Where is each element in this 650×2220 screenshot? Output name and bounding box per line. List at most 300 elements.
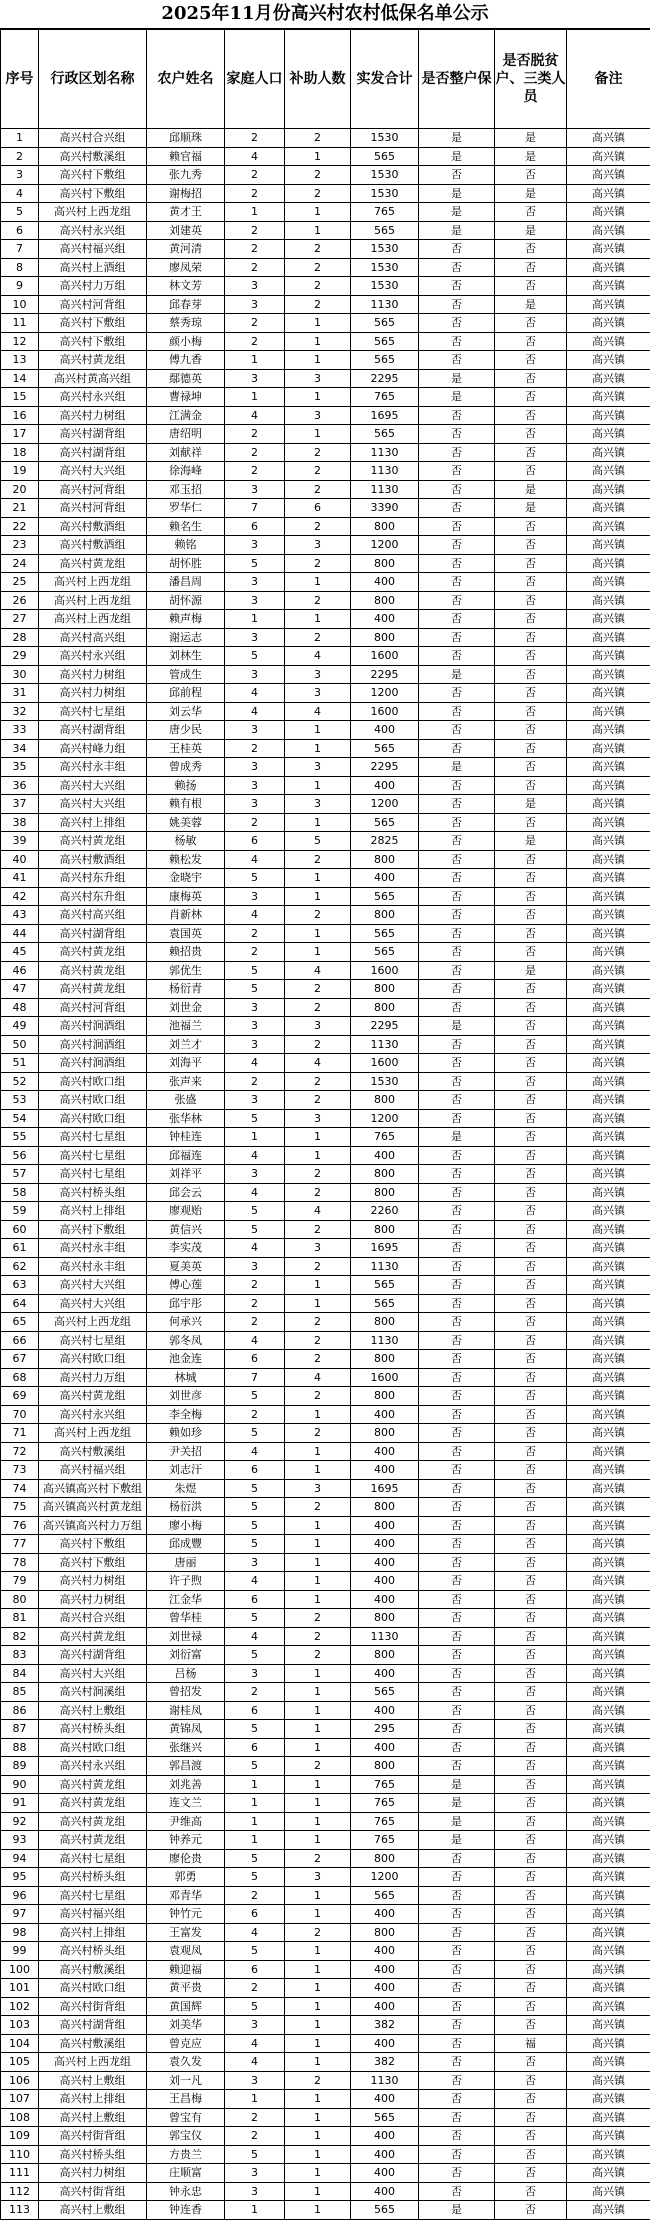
- cell-total-amount: 1130: [351, 1257, 419, 1276]
- cell-total-amount: 1695: [351, 1239, 419, 1258]
- cell-total-amount: 1695: [351, 406, 419, 425]
- cell-whole-household: 否: [419, 166, 495, 185]
- cell-district: 高兴村上敷组: [39, 2201, 147, 2220]
- cell-whole-household: 是: [419, 758, 495, 777]
- cell-household-size: 5: [225, 1997, 285, 2016]
- cell-remarks: 高兴镇: [567, 813, 650, 832]
- table-row: [1, 369, 650, 388]
- cell-remarks: 高兴镇: [567, 1091, 650, 1110]
- table-row: [1, 758, 650, 777]
- cell-name: 钟连香: [147, 2201, 225, 2220]
- cell-subsidized-count: 1: [285, 1942, 351, 1961]
- cell-subsidized-count: 1: [285, 2164, 351, 2183]
- cell-whole-household: 否: [419, 647, 495, 666]
- cell-name: 刘衍富: [147, 1646, 225, 1665]
- cell-seq: 59: [1, 1202, 39, 1221]
- cell-whole-household: 否: [419, 1146, 495, 1165]
- cell-seq: 88: [1, 1738, 39, 1757]
- cell-household-size: 5: [225, 1757, 285, 1776]
- cell-district: 高兴村永兴组: [39, 221, 147, 240]
- cell-seq: 26: [1, 591, 39, 610]
- cell-whole-household: 否: [419, 443, 495, 462]
- table-row: [1, 1165, 650, 1184]
- cell-remarks: 高兴镇: [567, 591, 650, 610]
- cell-household-size: 3: [225, 1257, 285, 1276]
- cell-district: 高兴村敷溪组: [39, 2034, 147, 2053]
- cell-remarks: 高兴镇: [567, 1775, 650, 1794]
- cell-seq: 41: [1, 869, 39, 888]
- cell-district: 高兴村上西龙组: [39, 610, 147, 629]
- cell-remarks: 高兴镇: [567, 1220, 650, 1239]
- cell-remarks: 高兴镇: [567, 166, 650, 185]
- header-district: 行政区划名称: [39, 30, 147, 129]
- cell-seq: 99: [1, 1942, 39, 1961]
- cell-whole-household: 否: [419, 1849, 495, 1868]
- cell-household-size: 1: [225, 388, 285, 407]
- cell-name: 郭优生: [147, 961, 225, 980]
- cell-district: 高兴村桥头组: [39, 2145, 147, 2164]
- cell-household-size: 4: [225, 1923, 285, 1942]
- cell-household-size: 7: [225, 1368, 285, 1387]
- cell-district: 高兴村湖背组: [39, 443, 147, 462]
- cell-household-size: 5: [225, 1849, 285, 1868]
- cell-seq: 40: [1, 850, 39, 869]
- cell-poverty-status: 否: [495, 610, 567, 629]
- cell-poverty-status: 否: [495, 1387, 567, 1406]
- cell-name: 廖凤荣: [147, 258, 225, 277]
- cell-household-size: 6: [225, 1905, 285, 1924]
- cell-seq: 98: [1, 1923, 39, 1942]
- cell-poverty-status: 否: [495, 776, 567, 795]
- cell-household-size: 5: [225, 1516, 285, 1535]
- cell-name: 刘兰才: [147, 1035, 225, 1054]
- cell-household-size: 3: [225, 1165, 285, 1184]
- cell-total-amount: 2295: [351, 758, 419, 777]
- cell-district: 高兴村涧酒组: [39, 1017, 147, 1036]
- table-row: [1, 221, 650, 240]
- cell-seq: 10: [1, 295, 39, 314]
- cell-whole-household: 否: [419, 1202, 495, 1221]
- cell-subsidized-count: 3: [285, 536, 351, 555]
- cell-poverty-status: 否: [495, 665, 567, 684]
- cell-name: 赖招贵: [147, 943, 225, 962]
- cell-whole-household: 否: [419, 1072, 495, 1091]
- cell-seq: 93: [1, 1831, 39, 1850]
- cell-poverty-status: 否: [495, 1646, 567, 1665]
- cell-subsidized-count: 1: [285, 1405, 351, 1424]
- cell-whole-household: 否: [419, 2090, 495, 2109]
- table-row: [1, 129, 650, 148]
- cell-district: 高兴村大兴组: [39, 776, 147, 795]
- cell-district: 高兴村下敷组: [39, 332, 147, 351]
- cell-subsidized-count: 1: [285, 813, 351, 832]
- cell-seq: 57: [1, 1165, 39, 1184]
- cell-household-size: 3: [225, 2164, 285, 2183]
- cell-remarks: 高兴镇: [567, 1109, 650, 1128]
- cell-poverty-status: 否: [495, 536, 567, 555]
- cell-name: 林城: [147, 1368, 225, 1387]
- cell-whole-household: 否: [419, 462, 495, 481]
- cell-whole-household: 否: [419, 277, 495, 296]
- cell-whole-household: 否: [419, 1276, 495, 1295]
- cell-district: 高兴村下敷组: [39, 166, 147, 185]
- cell-poverty-status: 否: [495, 1368, 567, 1387]
- cell-poverty-status: 否: [495, 1165, 567, 1184]
- cell-name: 赖松发: [147, 850, 225, 869]
- cell-subsidized-count: 4: [285, 1054, 351, 1073]
- cell-whole-household: 否: [419, 406, 495, 425]
- cell-total-amount: 400: [351, 1553, 419, 1572]
- table-row: [1, 1831, 650, 1850]
- table-row: [1, 1405, 650, 1424]
- cell-poverty-status: 否: [495, 813, 567, 832]
- cell-total-amount: 1600: [351, 647, 419, 666]
- cell-district: 高兴村下敷组: [39, 1535, 147, 1554]
- cell-seq: 66: [1, 1331, 39, 1350]
- cell-poverty-status: 否: [495, 980, 567, 999]
- cell-district: 高兴村敷酒组: [39, 850, 147, 869]
- cell-seq: 6: [1, 221, 39, 240]
- cell-seq: 29: [1, 647, 39, 666]
- cell-remarks: 高兴镇: [567, 2201, 650, 2220]
- cell-whole-household: 否: [419, 1979, 495, 1998]
- cell-subsidized-count: 2: [285, 129, 351, 148]
- header-remarks: 备注: [567, 30, 650, 129]
- cell-seq: 79: [1, 1572, 39, 1591]
- cell-total-amount: 400: [351, 1590, 419, 1609]
- cell-district: 高兴村黄龙组: [39, 832, 147, 851]
- cell-total-amount: 400: [351, 2145, 419, 2164]
- cell-total-amount: 565: [351, 887, 419, 906]
- table-row: [1, 1202, 650, 1221]
- cell-remarks: 高兴镇: [567, 1979, 650, 1998]
- table-row: [1, 1017, 650, 1036]
- cell-total-amount: 400: [351, 1572, 419, 1591]
- cell-seq: 16: [1, 406, 39, 425]
- cell-name: 曾招发: [147, 1683, 225, 1702]
- table-row: [1, 1257, 650, 1276]
- cell-total-amount: 2825: [351, 832, 419, 851]
- cell-seq: 112: [1, 2182, 39, 2201]
- table-row: [1, 462, 650, 481]
- cell-remarks: 高兴镇: [567, 2108, 650, 2127]
- cell-remarks: 高兴镇: [567, 647, 650, 666]
- cell-total-amount: 565: [351, 2108, 419, 2127]
- cell-whole-household: 否: [419, 517, 495, 536]
- table-row: [1, 1368, 650, 1387]
- cell-subsidized-count: 1: [285, 1979, 351, 1998]
- cell-district: 高兴村永兴组: [39, 1757, 147, 1776]
- cell-household-size: 3: [225, 721, 285, 740]
- cell-subsidized-count: 2: [285, 184, 351, 203]
- table-row: [1, 1553, 650, 1572]
- cell-poverty-status: 否: [495, 1109, 567, 1128]
- cell-whole-household: 否: [419, 1553, 495, 1572]
- table-row: [1, 147, 650, 166]
- cell-household-size: 5: [225, 647, 285, 666]
- cell-remarks: 高兴镇: [567, 2164, 650, 2183]
- table-row: [1, 1146, 650, 1165]
- cell-whole-household: 否: [419, 1886, 495, 1905]
- cell-subsidized-count: 2: [285, 1424, 351, 1443]
- cell-remarks: 高兴镇: [567, 1461, 650, 1480]
- cell-name: 唐丽: [147, 1553, 225, 1572]
- cell-district: 高兴村街背组: [39, 2182, 147, 2201]
- cell-whole-household: 否: [419, 2071, 495, 2090]
- cell-household-size: 5: [225, 1646, 285, 1665]
- cell-name: 唐绍明: [147, 425, 225, 444]
- cell-household-size: 2: [225, 1405, 285, 1424]
- cell-name: 赖扬: [147, 776, 225, 795]
- cell-total-amount: 565: [351, 924, 419, 943]
- cell-district: 高兴村河背组: [39, 480, 147, 499]
- cell-district: 高兴村敷酒组: [39, 536, 147, 555]
- cell-household-size: 5: [225, 1942, 285, 1961]
- cell-total-amount: 800: [351, 1091, 419, 1110]
- cell-household-size: 3: [225, 1035, 285, 1054]
- table-row: [1, 1905, 650, 1924]
- cell-poverty-status: 否: [495, 1942, 567, 1961]
- cell-subsidized-count: 1: [285, 1516, 351, 1535]
- table-row: [1, 1424, 650, 1443]
- cell-seq: 52: [1, 1072, 39, 1091]
- cell-total-amount: 1530: [351, 258, 419, 277]
- cell-district: 高兴村上敷组: [39, 2108, 147, 2127]
- cell-subsidized-count: 3: [285, 406, 351, 425]
- cell-whole-household: 否: [419, 776, 495, 795]
- cell-poverty-status: 是: [495, 961, 567, 980]
- cell-remarks: 高兴镇: [567, 517, 650, 536]
- cell-name: 姚美蓉: [147, 813, 225, 832]
- cell-whole-household: 是: [419, 1017, 495, 1036]
- cell-total-amount: 1600: [351, 702, 419, 721]
- cell-district: 高兴村永丰组: [39, 1257, 147, 1276]
- cell-subsidized-count: 1: [285, 887, 351, 906]
- cell-remarks: 高兴镇: [567, 1627, 650, 1646]
- cell-household-size: 3: [225, 1091, 285, 1110]
- table-row: [1, 499, 650, 518]
- cell-subsidized-count: 2: [285, 1183, 351, 1202]
- cell-seq: 89: [1, 1757, 39, 1776]
- cell-remarks: 高兴镇: [567, 1868, 650, 1887]
- cell-whole-household: 否: [419, 1905, 495, 1924]
- cell-household-size: 4: [225, 1442, 285, 1461]
- cell-poverty-status: 否: [495, 1035, 567, 1054]
- cell-total-amount: 400: [351, 2034, 419, 2053]
- header-subsidized-count: 补助人数: [285, 30, 351, 129]
- cell-total-amount: 1530: [351, 240, 419, 259]
- cell-remarks: 高兴镇: [567, 1757, 650, 1776]
- cell-remarks: 高兴镇: [567, 147, 650, 166]
- cell-subsidized-count: 1: [285, 1535, 351, 1554]
- cell-district: 高兴村下敷组: [39, 1220, 147, 1239]
- cell-household-size: 2: [225, 813, 285, 832]
- cell-household-size: 2: [225, 184, 285, 203]
- cell-seq: 7: [1, 240, 39, 259]
- cell-seq: 47: [1, 980, 39, 999]
- table-row: [1, 702, 650, 721]
- cell-district: 高兴村福兴组: [39, 240, 147, 259]
- cell-poverty-status: 否: [495, 2164, 567, 2183]
- cell-household-size: 7: [225, 499, 285, 518]
- cell-subsidized-count: 2: [285, 2071, 351, 2090]
- cell-remarks: 高兴镇: [567, 369, 650, 388]
- cell-district: 高兴村上排组: [39, 1202, 147, 1221]
- table-row: [1, 850, 650, 869]
- cell-household-size: 4: [225, 1054, 285, 1073]
- cell-subsidized-count: 2: [285, 258, 351, 277]
- cell-total-amount: 765: [351, 1775, 419, 1794]
- cell-district: 高兴村力万组: [39, 1368, 147, 1387]
- cell-seq: 36: [1, 776, 39, 795]
- cell-poverty-status: 否: [495, 1331, 567, 1350]
- cell-name: 张继兴: [147, 1738, 225, 1757]
- cell-household-size: 2: [225, 739, 285, 758]
- cell-subsidized-count: 3: [285, 1109, 351, 1128]
- cell-household-size: 3: [225, 536, 285, 555]
- cell-poverty-status: 否: [495, 2145, 567, 2164]
- cell-seq: 18: [1, 443, 39, 462]
- cell-seq: 2: [1, 147, 39, 166]
- table-row: [1, 240, 650, 259]
- cell-whole-household: 否: [419, 1442, 495, 1461]
- cell-poverty-status: 否: [495, 2201, 567, 2220]
- cell-subsidized-count: 1: [285, 2127, 351, 2146]
- cell-name: 廖伦贵: [147, 1849, 225, 1868]
- cell-name: 黄平贵: [147, 1979, 225, 1998]
- cell-remarks: 高兴镇: [567, 277, 650, 296]
- cell-whole-household: 否: [419, 1091, 495, 1110]
- table-row: [1, 2071, 650, 2090]
- cell-name: 张盛: [147, 1091, 225, 1110]
- cell-remarks: 高兴镇: [567, 943, 650, 962]
- cell-household-size: 5: [225, 980, 285, 999]
- cell-whole-household: 是: [419, 665, 495, 684]
- table-row: [1, 166, 650, 185]
- cell-name: 袁观凤: [147, 1942, 225, 1961]
- cell-total-amount: 1130: [351, 1331, 419, 1350]
- cell-whole-household: 否: [419, 832, 495, 851]
- cell-household-size: 3: [225, 758, 285, 777]
- cell-household-size: 2: [225, 1683, 285, 1702]
- cell-remarks: 高兴镇: [567, 351, 650, 370]
- cell-total-amount: 1530: [351, 129, 419, 148]
- cell-total-amount: 565: [351, 1886, 419, 1905]
- cell-total-amount: 565: [351, 314, 419, 333]
- cell-poverty-status: 否: [495, 1424, 567, 1443]
- cell-poverty-status: 否: [495, 2090, 567, 2109]
- cell-whole-household: 否: [419, 2016, 495, 2035]
- table-row: [1, 924, 650, 943]
- cell-subsidized-count: 2: [285, 1387, 351, 1406]
- table-row: [1, 1350, 650, 1369]
- cell-name: 邓青华: [147, 1886, 225, 1905]
- cell-remarks: 高兴镇: [567, 924, 650, 943]
- cell-whole-household: 是: [419, 388, 495, 407]
- cell-name: 张华林: [147, 1109, 225, 1128]
- cell-district: 高兴村永兴组: [39, 1405, 147, 1424]
- cell-household-size: 5: [225, 1498, 285, 1517]
- table-row: [1, 277, 650, 296]
- cell-name: 王桂英: [147, 739, 225, 758]
- cell-total-amount: 765: [351, 1794, 419, 1813]
- cell-household-size: 2: [225, 924, 285, 943]
- cell-remarks: 高兴镇: [567, 203, 650, 222]
- cell-total-amount: 800: [351, 1183, 419, 1202]
- cell-seq: 96: [1, 1886, 39, 1905]
- cell-name: 唐少民: [147, 721, 225, 740]
- cell-household-size: 1: [225, 1812, 285, 1831]
- cell-seq: 37: [1, 795, 39, 814]
- cell-name: 廖观贻: [147, 1202, 225, 1221]
- cell-district: 高兴村黄龙组: [39, 980, 147, 999]
- cell-name: 谢桂凤: [147, 1701, 225, 1720]
- cell-total-amount: 2260: [351, 1202, 419, 1221]
- cell-district: 高兴村七星组: [39, 1128, 147, 1147]
- cell-poverty-status: 否: [495, 1627, 567, 1646]
- cell-household-size: 6: [225, 1738, 285, 1757]
- cell-district: 高兴村力树组: [39, 684, 147, 703]
- cell-subsidized-count: 2: [285, 295, 351, 314]
- cell-subsidized-count: 1: [285, 2201, 351, 2220]
- cell-district: 高兴村上敷组: [39, 2071, 147, 2090]
- cell-name: 刘志汗: [147, 1461, 225, 1480]
- cell-name: 邱顺珠: [147, 129, 225, 148]
- cell-poverty-status: 否: [495, 1849, 567, 1868]
- cell-name: 赖铭: [147, 536, 225, 555]
- cell-poverty-status: 否: [495, 1701, 567, 1720]
- cell-whole-household: 否: [419, 258, 495, 277]
- table-row: [1, 795, 650, 814]
- cell-poverty-status: 否: [495, 1535, 567, 1554]
- cell-seq: 102: [1, 1997, 39, 2016]
- cell-total-amount: 565: [351, 2201, 419, 2220]
- cell-name: 刘云华: [147, 702, 225, 721]
- cell-remarks: 高兴镇: [567, 887, 650, 906]
- cell-whole-household: 否: [419, 684, 495, 703]
- cell-seq: 54: [1, 1109, 39, 1128]
- cell-subsidized-count: 1: [285, 1960, 351, 1979]
- table-row: [1, 1220, 650, 1239]
- cell-whole-household: 否: [419, 1368, 495, 1387]
- table-row: [1, 2090, 650, 2109]
- cell-district: 高兴村黄龙组: [39, 1627, 147, 1646]
- cell-name: 曾成秀: [147, 758, 225, 777]
- table-row: [1, 1997, 650, 2016]
- table-row: [1, 2053, 650, 2072]
- cell-subsidized-count: 4: [285, 1202, 351, 1221]
- cell-name: 黄信兴: [147, 1220, 225, 1239]
- cell-total-amount: 1130: [351, 480, 419, 499]
- cell-total-amount: 1130: [351, 1035, 419, 1054]
- cell-poverty-status: 否: [495, 1590, 567, 1609]
- cell-seq: 95: [1, 1868, 39, 1887]
- cell-subsidized-count: 3: [285, 684, 351, 703]
- table-header: [1, 30, 650, 129]
- cell-remarks: 高兴镇: [567, 1812, 650, 1831]
- cell-household-size: 4: [225, 1183, 285, 1202]
- cell-district: 高兴村黄龙组: [39, 554, 147, 573]
- cell-district: 高兴村下敷组: [39, 184, 147, 203]
- cell-poverty-status: 是: [495, 221, 567, 240]
- cell-poverty-status: 否: [495, 314, 567, 333]
- cell-household-size: 5: [225, 1109, 285, 1128]
- cell-district: 高兴村上排组: [39, 813, 147, 832]
- cell-remarks: 高兴镇: [567, 684, 650, 703]
- cell-name: 江满金: [147, 406, 225, 425]
- cell-whole-household: 否: [419, 2145, 495, 2164]
- cell-subsidized-count: 2: [285, 1757, 351, 1776]
